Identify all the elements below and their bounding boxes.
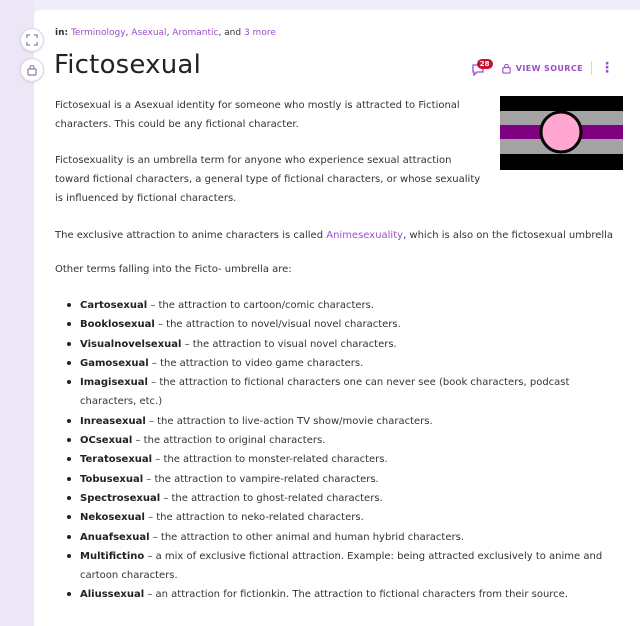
anime-paragraph-start: The exclusive attraction to anime characters is called bbox=[55, 230, 327, 241]
fictosexual-flag-image bbox=[500, 96, 623, 170]
bullet-icon bbox=[67, 477, 71, 481]
bullet-icon bbox=[67, 554, 71, 558]
term-list-item bbox=[55, 450, 615, 469]
term-name: Visualnovelsexual bbox=[80, 338, 182, 350]
category-link-terminology[interactable]: Terminology bbox=[70, 28, 126, 38]
term-list-item bbox=[55, 585, 615, 604]
term-list-item bbox=[55, 335, 615, 354]
category-separator: , bbox=[166, 28, 173, 38]
flag-stripe bbox=[500, 154, 623, 170]
more-vertical-icon[interactable]: ⋮ bbox=[600, 60, 614, 76]
term-description: – the attraction to live-action TV show/movie characters. bbox=[145, 415, 433, 427]
term-description: – the attraction to ghost-related characters. bbox=[160, 492, 383, 504]
term-list-item bbox=[55, 296, 615, 315]
term-list-item bbox=[55, 489, 615, 508]
term-name: Aliussexual bbox=[80, 589, 145, 601]
bullet-icon bbox=[67, 457, 71, 461]
left-rail bbox=[0, 0, 34, 626]
bullet-icon bbox=[67, 322, 71, 326]
term-name: Anuafsexual bbox=[80, 531, 150, 543]
category-list bbox=[55, 28, 276, 38]
term-name: Nekosexual bbox=[80, 512, 145, 524]
categories-prefix: in: bbox=[55, 28, 69, 38]
lock-icon bbox=[26, 64, 38, 76]
term-list-item bbox=[55, 412, 615, 431]
comments-button[interactable] bbox=[471, 59, 493, 77]
bullet-icon bbox=[67, 438, 71, 442]
view-source-label: VIEW SOURCE bbox=[515, 63, 583, 73]
bullet-icon bbox=[67, 361, 71, 365]
category-link-aromantic[interactable]: Aromantic bbox=[172, 28, 219, 38]
bullet-icon bbox=[67, 380, 71, 384]
term-list-item bbox=[55, 373, 615, 412]
term-name: Spectrosexual bbox=[80, 492, 161, 504]
bullet-icon bbox=[67, 535, 71, 539]
expand-button[interactable] bbox=[20, 28, 44, 52]
term-description: – the attraction to novel/visual novel characters. bbox=[154, 319, 401, 331]
term-description: – the attraction to other animal and human hybrid characters. bbox=[149, 531, 465, 543]
bullet-icon bbox=[67, 515, 71, 519]
term-name: Cartosexual bbox=[80, 300, 148, 311]
page-actions bbox=[471, 58, 614, 78]
bullet-icon bbox=[67, 592, 71, 596]
term-description: – the attraction to vampire-related characters. bbox=[143, 473, 379, 485]
lock-icon bbox=[501, 63, 512, 74]
term-description: – an attraction for fictionkin. The attraction to fictional characters from their source. bbox=[144, 589, 569, 601]
bullet-icon bbox=[67, 303, 71, 307]
term-description: – the attraction to original characters. bbox=[132, 435, 326, 447]
term-name: Booklosexual bbox=[80, 319, 155, 331]
term-name: Imagisexual bbox=[80, 377, 148, 389]
term-list-item bbox=[55, 354, 615, 373]
view-source-button[interactable] bbox=[501, 63, 583, 74]
umbrella-paragraph: Fictosexuality is an umbrella term for anyone who experience sexual attraction toward fictional characters, a general type of fictional characters, or whose sexuality is influenced by fictional characters. bbox=[55, 155, 481, 204]
intro-paragraph: Fictosexual is a Asexual identity for someone who mostly is attracted to Fictional characters. This could be any fictional character. bbox=[55, 100, 460, 130]
term-description: – the attraction to video game characters. bbox=[148, 357, 364, 369]
actions-divider bbox=[591, 61, 592, 75]
term-list-item bbox=[55, 470, 615, 489]
bullet-icon bbox=[67, 496, 71, 500]
other-terms-paragraph: Other terms falling into the Ficto- umbrella are: bbox=[55, 264, 292, 275]
term-description: – the attraction to cartoon/comic characters. bbox=[147, 300, 375, 311]
term-name: Tobusexual bbox=[80, 473, 144, 485]
term-description: – a mix of exclusive fictional attraction. Example: being attracted exclusively to anime and cartoon characters. bbox=[80, 550, 603, 582]
category-separator: , bbox=[125, 28, 132, 38]
category-and-text: , and bbox=[218, 28, 242, 38]
category-link-asexual[interactable]: Asexual bbox=[131, 28, 167, 38]
anime-paragraph-end: , which is also on the fictosexual umbrella bbox=[403, 230, 614, 241]
term-name: Gamosexual bbox=[80, 357, 149, 369]
categories-more-link[interactable]: 3 more bbox=[243, 28, 276, 38]
bullet-icon bbox=[67, 419, 71, 423]
animesexuality-link[interactable]: Animesexuality bbox=[326, 230, 404, 241]
flag-circle bbox=[541, 112, 581, 152]
term-description: – the attraction to monster-related characters. bbox=[152, 454, 388, 466]
term-name: Inreasexual bbox=[80, 415, 146, 427]
term-name: Teratosexual bbox=[80, 454, 153, 466]
protection-lock-button[interactable] bbox=[20, 58, 44, 82]
anime-paragraph bbox=[55, 226, 625, 245]
comment-count-badge: 28 bbox=[477, 59, 493, 69]
term-list-item bbox=[55, 508, 615, 527]
bullet-icon bbox=[67, 342, 71, 346]
term-list-item bbox=[55, 315, 615, 334]
ficto-terms-list bbox=[55, 296, 615, 605]
term-name: OCsexual bbox=[80, 435, 133, 447]
term-list-item bbox=[55, 547, 615, 586]
expand-icon bbox=[26, 34, 38, 46]
page-title: Fictosexual bbox=[54, 50, 201, 80]
term-list-item bbox=[55, 528, 615, 547]
term-description: – the attraction to visual novel characters. bbox=[181, 338, 397, 350]
flag-stripe bbox=[500, 96, 623, 111]
term-description: – the attraction to fictional characters one can never see (book characters, podcast characters, etc.) bbox=[80, 377, 570, 408]
term-list-item bbox=[55, 431, 615, 450]
term-name: Multifictino bbox=[80, 550, 145, 562]
term-description: – the attraction to neko-related characters. bbox=[144, 512, 364, 524]
